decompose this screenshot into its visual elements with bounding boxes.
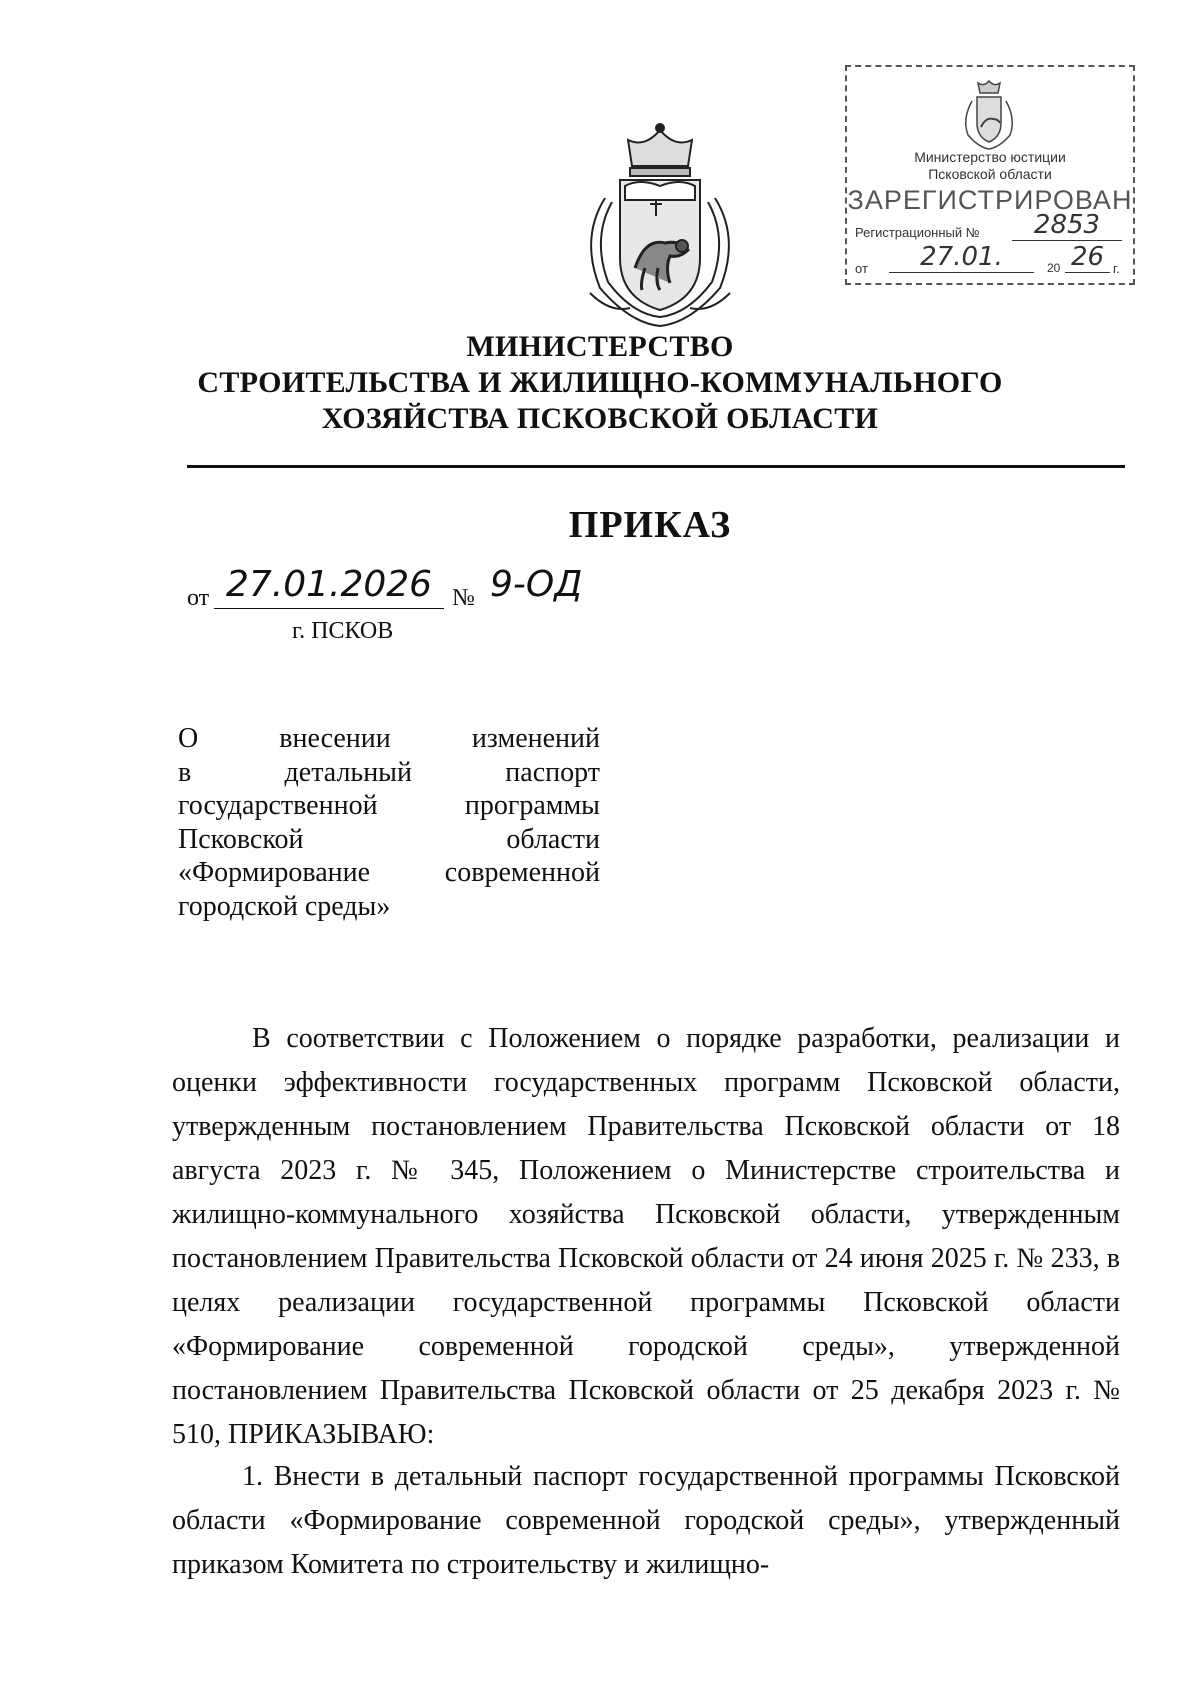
coat-of-arms-emblem [570,118,750,333]
document-type-title: ПРИКАЗ [568,504,732,546]
stamp-ministry-line2: Псковской области [928,166,1052,182]
stamp-coat-of-arms-icon [960,79,1018,151]
order-number-label: № [452,585,475,611]
header-line-2: СТРОИТЕЛЬСТВА И ЖИЛИЩНО-КОММУНАЛЬНОГО [197,366,1003,399]
header-divider [187,465,1125,468]
subject-line: государственной программы [178,790,600,821]
stamp-ministry-name [847,149,1133,183]
stamp-reg-number: 2853 [1012,210,1122,241]
header-line-1: МИНИСТЕРСТВО [466,330,734,363]
subject-line: «Формирование современной [178,857,600,888]
order-date: 27.01.2026 [214,562,444,609]
subject-line: О внесении изменений [178,723,600,754]
order-subject [178,722,600,923]
stamp-status: ЗАРЕГИСТРИРОВАН [847,185,1133,215]
header-line-3: ХОЗЯЙСТВА ПСКОВСКОЙ ОБЛАСТИ [321,402,879,435]
stamp-from-label: от [855,261,868,276]
stamp-ministry-line1: Министерство юстиции [914,149,1066,165]
subject-line: в детальный паспорт [178,756,600,788]
stamp-reg-date: 27.01. [889,242,1034,273]
order-city: г. ПСКОВ [292,618,394,644]
stamp-year-abbr: г. [1113,261,1120,276]
body-paragraph-1: В соответствии с Положением о порядке разработки, реализации и оценки эффективности государственных программ Псковской области, утвержденным постановлением Правительства Псковской области от 18 августа 2023 г. № 345, Положением о Министерстве строительства и жилищно-коммунального хозяйства Псковской области, утвержденным постановлением Правительства Псковской области от 24 июня 2025 г. № 233, в целях реализации государственной программы Псковской области «Формирование современной городской среды», утвержденной постановлением Правительства Псковской области от 25 декабря 2023 г. № 510, ПРИКАЗЫВАЮ: [172,1023,1120,1450]
order-number: 9-ОД [490,564,583,605]
body-paragraph-2: 1. Внести в детальный паспорт государственной программы Псковской области «Формирование современной городской среды», утвержденный приказом Комитета по строительству и жилищно- [172,1461,1120,1580]
subject-line: городской среды» [178,890,391,922]
stamp-year-suffix: 26 [1065,242,1110,273]
stamp-reg-label: Регистрационный № [855,225,980,240]
stamp-year-prefix: 20 [1047,261,1061,275]
subject-line: Псковской области [178,823,600,855]
order-from-label: от [187,585,210,611]
registration-stamp [845,65,1135,285]
